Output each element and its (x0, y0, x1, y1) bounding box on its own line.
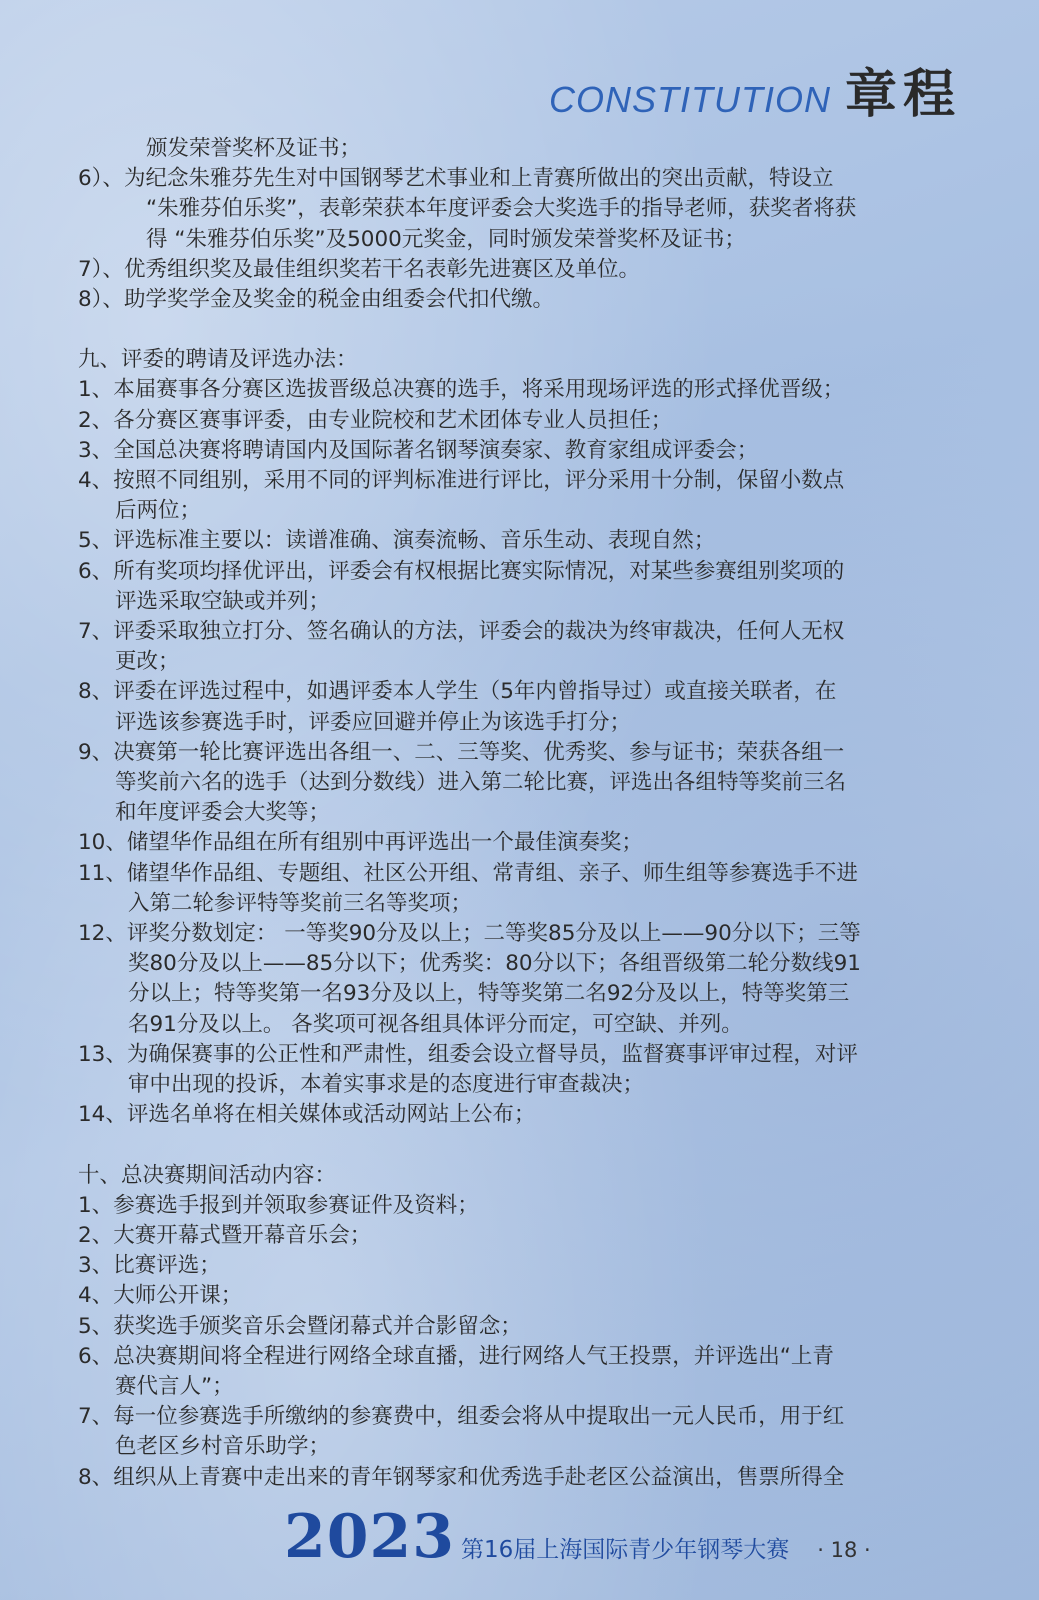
line-text: 赛代言人”； (115, 1373, 234, 1399)
text-line (78, 587, 962, 617)
text-line (78, 1070, 962, 1100)
item-number: 1、 (78, 1192, 114, 1218)
line-text: 比赛评选； (113, 1253, 221, 1279)
line-text: “朱雅芬伯乐奖”，表彰荣获本年度评委会大奖选手的指导老师，获奖者将获 (146, 196, 857, 222)
line-text: 获奖选手颁奖音乐会暨闭幕式并合影留念； (113, 1313, 522, 1339)
header-english-title: CONSTITUTION (549, 79, 831, 120)
item-number: 7）、 (78, 256, 124, 282)
line-text: 十、总决赛期间活动内容： (78, 1162, 337, 1188)
text-line (78, 1251, 962, 1281)
footer-competition-name: 第16届上海国际青少年钢琴大赛 (461, 1537, 790, 1563)
text-line (78, 466, 962, 496)
page-number: · 18 · (817, 1538, 871, 1562)
page-header (549, 52, 961, 127)
text-line (78, 194, 962, 224)
item-number: 2、 (78, 1222, 114, 1248)
line-text: 大赛开幕式暨开幕音乐会； (113, 1222, 372, 1248)
text-line (78, 919, 962, 949)
line-text: 评选采取空缺或并列； (115, 588, 331, 614)
line-text: 为确保赛事的公正性和严肃性，组委会设立督导员，监督赛事评审过程，对评 (126, 1041, 858, 1067)
line-text: 等奖前六名的选手（达到分数线）进入第二轮比赛，评选出各组特等奖前三名 (115, 770, 847, 796)
line-text: 评选名单将在相关媒体或活动网站上公布； (126, 1102, 536, 1128)
text-line (78, 345, 962, 375)
item-number: 7、 (78, 1404, 114, 1430)
line-text: 助学奖学金及奖金的税金由组委会代扣代缴。 (123, 287, 554, 313)
line-text: 组织从上青赛中走出来的青年钢琴家和优秀选手赴老区公益演出，售票所得全 (113, 1464, 845, 1490)
text-line (78, 1372, 962, 1402)
header-chinese-title: 章程 (844, 64, 961, 125)
item-number: 12、 (78, 921, 127, 947)
line-text: 本届赛事各分赛区选拔晋级总决赛的选手，将采用现场评选的形式择优晋级； (113, 377, 845, 403)
item-number: 6、 (78, 1343, 114, 1369)
line-text: 评委在评选过程中，如遇评委本人学生（5年内曾指导过）或直接关联者，在 (113, 679, 837, 705)
text-line (78, 1100, 962, 1130)
item-number: 3、 (78, 437, 114, 463)
line-text: 颁发荣誉奖杯及证书； (146, 136, 362, 161)
text-line (78, 406, 962, 436)
line-text: 总决赛期间将全程进行网络全球直播，进行网络人气王投票，并评选出“上青 (113, 1343, 834, 1369)
line-text: 各分赛区赛事评委，由专业院校和艺术团体专业人员担任； (113, 407, 673, 433)
item-number: 1、 (78, 377, 114, 403)
line-text: 每一位参赛选手所缴纳的参赛费中，组委会将从中提取出一元人民币，用于红 (113, 1404, 845, 1430)
item-number: 11、 (78, 860, 127, 886)
text-line (78, 1342, 962, 1372)
item-number: 4、 (78, 468, 114, 494)
text-line (78, 436, 962, 466)
page-footer (284, 1502, 871, 1572)
line-text: 入第二轮参评特等奖前三名等奖项； (128, 890, 473, 916)
text-line (78, 1161, 962, 1191)
text-line (78, 617, 962, 647)
text-line (78, 979, 962, 1009)
text-line (78, 1463, 962, 1493)
line-text: 奖80分及以上——85分以下；优秀奖：80分以下；各组晋级第二轮分数线91 (128, 951, 861, 977)
item-number: 7、 (78, 619, 114, 645)
line-text: 评选标准主要以：读谱准确、演奏流畅、音乐生动、表现自然； (113, 528, 716, 554)
text-line (78, 1312, 962, 1342)
footer-year: 2023 (284, 1502, 455, 1572)
text-line (78, 1402, 962, 1432)
text-line (78, 798, 962, 828)
text-line (78, 1281, 962, 1311)
item-number: 3、 (78, 1253, 114, 1279)
item-number: 8）、 (78, 287, 124, 313)
text-line (78, 647, 962, 677)
text-line (78, 557, 962, 587)
line-text: 九、评委的聘请及评选办法： (78, 347, 358, 373)
text-line (78, 255, 962, 285)
text-line (78, 859, 962, 889)
text-line (78, 1191, 962, 1221)
line-text: 大师公开课； (113, 1283, 243, 1309)
item-number: 6）、 (78, 166, 124, 192)
item-number: 4、 (78, 1283, 114, 1309)
text-line (78, 526, 962, 556)
text-line (78, 738, 962, 768)
text-line (78, 889, 962, 919)
line-text: 色老区乡村音乐助学； (115, 1434, 331, 1460)
text-line (78, 1010, 962, 1040)
item-number: 9、 (78, 739, 114, 765)
line-text: 评选该参赛选手时，评委应回避并停止为该选手打分； (115, 709, 632, 735)
line-text: 为纪念朱雅芬先生对中国钢琴艺术事业和上青赛所做出的突出贡献，特设立 (123, 166, 834, 192)
text-line (78, 134, 962, 164)
item-number: 2、 (78, 407, 114, 433)
item-number: 8、 (78, 1464, 114, 1490)
line-text: 所有奖项均择优评出，评委会有权根据比赛实际情况，对某些参赛组别奖项的 (113, 558, 845, 584)
text-line (78, 949, 962, 979)
text-line (78, 375, 962, 405)
text-line (78, 164, 962, 194)
text-line (78, 1040, 962, 1070)
line-text: 储望华作品组、专题组、社区公开组、常青组、亲子、师生组等参赛选手不进 (126, 860, 858, 886)
line-text: 优秀组织奖及最佳组织奖若干名表彰先进赛区及单位。 (123, 256, 640, 282)
line-text: 更改； (115, 649, 180, 675)
line-text: 分以上；特等奖第一名93分及以上，特等奖第二名92分及以上，特等奖第三 (128, 981, 850, 1007)
line-text: 按照不同组别，采用不同的评判标准进行评比，评分采用十分制，保留小数点 (113, 468, 845, 494)
line-text: 决赛第一轮比赛评选出各组一、二、三等奖、优秀奖、参与证书；荣获各组一 (113, 739, 845, 765)
item-number: 6、 (78, 558, 114, 584)
text-line (78, 285, 962, 315)
item-number: 5、 (78, 528, 114, 554)
text-line (78, 1432, 962, 1462)
text-line (78, 496, 962, 526)
item-number: 13、 (78, 1041, 127, 1067)
line-text: 评委采取独立打分、签名确认的方法，评委会的裁决为终审裁决，任何人无权 (113, 619, 845, 645)
line-text: 和年度评委会大奖等； (115, 800, 331, 826)
text-line (78, 768, 962, 798)
line-text: 审中出现的投诉，本着实事求是的态度进行审查裁决； (128, 1072, 645, 1098)
document-body (78, 134, 962, 1493)
line-text: 储望华作品组在所有组别中再评选出一个最佳演奏奖； (126, 830, 643, 856)
line-text: 全国总决赛将聘请国内及国际著名钢琴演奏家、教育家组成评委会； (113, 437, 759, 463)
line-text: 名91分及以上。 各奖项可视各组具体评分而定，可空缺、并列。 (128, 1011, 743, 1037)
text-line (78, 708, 962, 738)
text-line (78, 828, 962, 858)
text-line (78, 677, 962, 707)
line-text: 后两位； (115, 498, 202, 524)
item-number: 14、 (78, 1102, 127, 1128)
text-line (78, 1221, 962, 1251)
line-text: 得 “朱雅芬伯乐奖”及5000元奖金，同时颁发荣誉奖杯及证书； (146, 226, 746, 252)
line-text: 评奖分数划定： 一等奖90分及以上；二等奖85分及以上——90分以下；三等 (126, 921, 861, 947)
text-line (78, 225, 962, 255)
item-number: 8、 (78, 679, 114, 705)
line-text: 参赛选手报到并领取参赛证件及资料； (113, 1192, 479, 1218)
item-number: 5、 (78, 1313, 114, 1339)
item-number: 10、 (78, 830, 127, 856)
